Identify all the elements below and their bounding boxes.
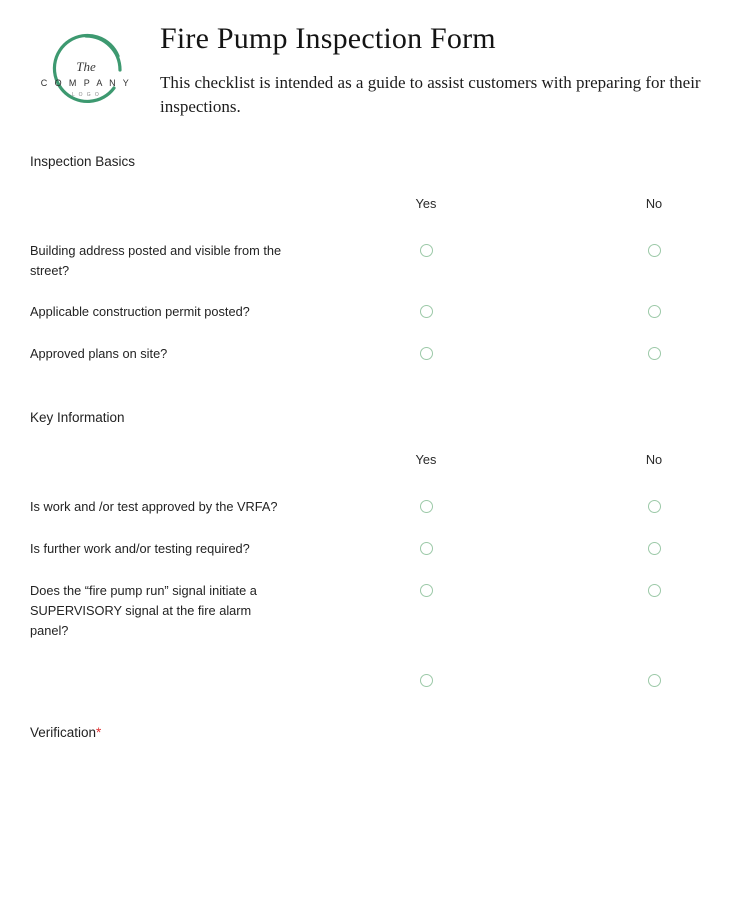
radio-cell-yes[interactable] — [298, 581, 554, 597]
question-row-blank — [30, 671, 710, 691]
radio-no[interactable] — [648, 542, 661, 555]
logo-script-text: The — [76, 59, 96, 74]
question-label: Approved plans on site? — [30, 346, 168, 362]
radio-cell-no[interactable] — [554, 581, 740, 597]
radio-cell-yes[interactable] — [298, 671, 554, 687]
radio-cell-no[interactable] — [554, 241, 740, 257]
radio-no[interactable] — [648, 347, 661, 360]
section-inspection-basics — [30, 154, 710, 365]
question-row — [30, 539, 710, 559]
radio-cell-no[interactable] — [554, 497, 740, 513]
column-header-row — [30, 195, 710, 215]
column-label-no: No — [645, 452, 663, 468]
radio-cell-yes[interactable] — [298, 497, 554, 513]
column-label-yes: Yes — [415, 195, 437, 211]
required-marker: * — [96, 724, 102, 740]
question-label: Is work and /or test approved by the VRFA? — [30, 499, 278, 515]
company-logo — [40, 26, 132, 114]
column-label-no: No — [645, 195, 663, 211]
verification-label: Verification — [30, 724, 97, 740]
column-header-row — [30, 451, 710, 471]
question-label: Does the “fire pump run” signal initiate a SUPERVISORY signal at the fire alarm panel? — [30, 583, 257, 639]
radio-yes[interactable] — [420, 500, 433, 513]
radio-cell-yes[interactable] — [298, 344, 554, 360]
column-label-yes: Yes — [415, 452, 437, 468]
form-body — [0, 120, 740, 740]
section-title: Key Information — [30, 410, 125, 426]
radio-no[interactable] — [648, 674, 661, 687]
logo-container — [30, 18, 142, 114]
radio-yes[interactable] — [420, 584, 433, 597]
title-block — [142, 18, 710, 120]
radio-cell-yes[interactable] — [298, 241, 554, 257]
radio-yes[interactable] — [420, 305, 433, 318]
logo-company-text: C O M P A N Y — [40, 78, 132, 88]
column-header-no — [554, 451, 740, 467]
logo-sub-text: L O G O — [71, 92, 101, 98]
column-header-no — [554, 195, 740, 211]
verification-section-title — [30, 725, 710, 740]
radio-cell-no[interactable] — [554, 302, 740, 318]
radio-no[interactable] — [648, 584, 661, 597]
radio-cell-yes[interactable] — [298, 302, 554, 318]
section-key-information — [30, 410, 710, 690]
radio-no[interactable] — [648, 500, 661, 513]
form-header — [0, 0, 740, 120]
question-row — [30, 344, 710, 364]
question-row — [30, 241, 710, 281]
radio-cell-yes[interactable] — [298, 539, 554, 555]
radio-cell-no[interactable] — [554, 539, 740, 555]
logo-circle-icon — [40, 26, 132, 114]
radio-yes[interactable] — [420, 674, 433, 687]
question-row — [30, 497, 710, 517]
question-label: Building address posted and visible from the street? — [30, 242, 282, 278]
radio-yes[interactable] — [420, 244, 433, 257]
radio-yes[interactable] — [420, 542, 433, 555]
radio-yes[interactable] — [420, 347, 433, 360]
question-label: Applicable construction permit posted? — [30, 304, 250, 320]
section-title: Inspection Basics — [30, 153, 136, 169]
column-header-yes — [298, 195, 554, 211]
question-row — [30, 581, 710, 640]
form-description: This checklist is intended as a guide to assist customers with preparing for their inspections. — [160, 72, 701, 117]
question-label: Is further work and/or testing required? — [30, 541, 250, 557]
radio-no[interactable] — [648, 244, 661, 257]
radio-cell-no[interactable] — [554, 344, 740, 360]
column-header-yes — [298, 451, 554, 467]
radio-cell-no[interactable] — [554, 671, 740, 687]
question-row — [30, 302, 710, 322]
page-title: Fire Pump Inspection Form — [160, 22, 496, 55]
section-divider — [30, 386, 710, 410]
radio-no[interactable] — [648, 305, 661, 318]
